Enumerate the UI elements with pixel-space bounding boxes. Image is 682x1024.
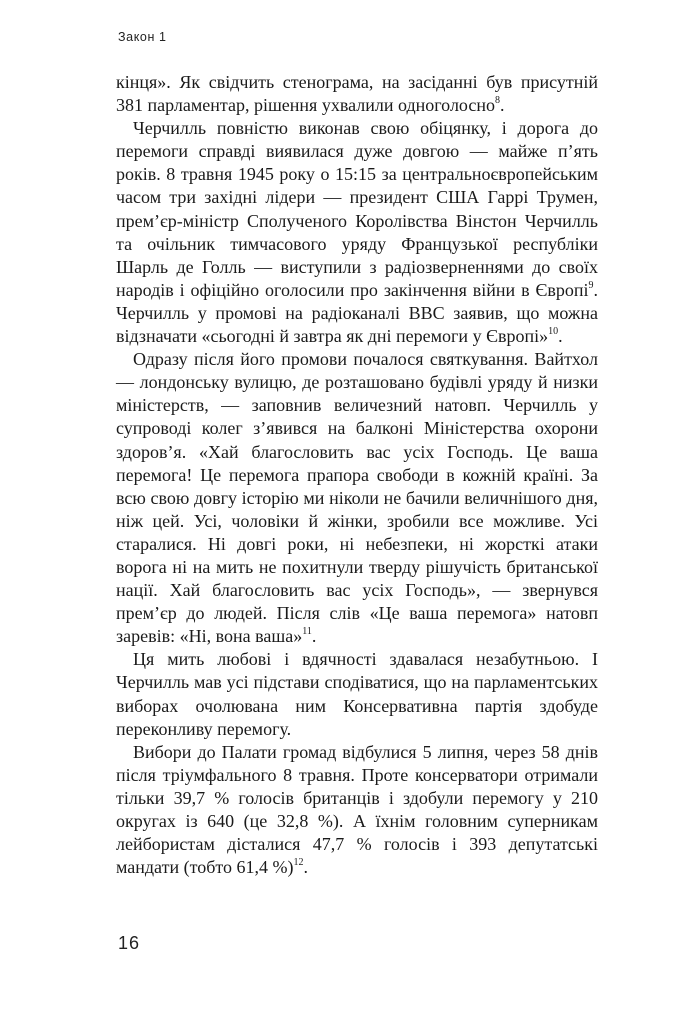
paragraph-1 xyxy=(116,71,598,117)
paragraph-3-end: . xyxy=(311,626,317,647)
body-text xyxy=(116,71,598,879)
footnote-ref-8: 8 xyxy=(495,95,501,107)
footnote-ref-10: 10 xyxy=(548,326,559,338)
paragraph-3-text: Одразу після його промови почалося святкування. Вайтхол — лондонську вулицю, де розташовано будівлі уряду й низки міністерств, — заповнив величезний натовп. Черчилль у супроводі колег з’явився на балконі Міністерства охорони здоров’я. «Хай благословить вас усіх Господь. Це ваша перемога! Це перемога прапора свободи в кожній країні. За всю свою довгу історію ми ніколи не бачили величнішого дня, ніж цей. Усі, чоловіки й жінки, зробили все можливе. Усі старалися. Ні довгі роки, ні небезпеки, ні жорсткі атаки ворога ні на мить не похитнули тверду рішучість британської нації. Хай благословить вас усіх Господь», — звернувся прем’єр до людей. Після слів «Це ваша перемога» натовп заревів: «Ні, вона ваша» xyxy=(116,349,598,647)
footnote-ref-12: 12 xyxy=(293,857,304,869)
paragraph-4-text: Ця мить любові і вдячності здавалася незабутньою. І Черчилль мав усі підстави сподіватися, що на парламентських виборах очолювана ним Консервативна партія здобуде переконливу перемогу. xyxy=(116,649,598,739)
paragraph-5 xyxy=(116,741,598,880)
paragraph-1-text: кінця». Як свідчить стенограма, на засіданні був присутній 381 парламентар, рішення ухвалили одноголосно xyxy=(116,72,598,116)
paragraph-1-end: . xyxy=(500,95,505,116)
running-head-title: Закон 1 xyxy=(118,30,167,44)
paragraph-2-text-b: . Черчилль у промові на радіоканалі BBC заявив, що можна відзначати «сьогодні й завтра як дні перемоги у Європі» xyxy=(116,279,598,347)
paragraph-2-end: . xyxy=(558,326,563,347)
paragraph-4 xyxy=(116,648,598,740)
paragraph-3 xyxy=(116,348,598,648)
paragraph-5-text: Вибори до Палати громад відбулися 5 липня, через 58 днів після тріумфального 8 травня. Проте консерватори отримали тільки 39,7 % голосів британців і здобули перемогу у 210 округах із 640 (це 32,8 %). А їхнім головним суперникам лейбористам дісталися 47,7 % голосів і 393 депутатські мандати (тобто 61,4 %) xyxy=(116,741,598,878)
paragraph-5-end: . xyxy=(303,857,308,878)
paragraph-2-text-a: Черчилль повністю виконав свою обіцянку, і дорога до перемоги справді виявилася дуже довгою — майже п’ять років. 8 травня 1945 року о 15:15 за центральноєвропейським часом три західні лідери — президент США Гаррі Трумен, прем’єр-міністр Сполученого Королівства Вінстон Черчилль та очільник тимчасового уряду Французької республіки Шарль де Голль — виступили з радіозверненнями до своїх народів і офіційно оголосили про закінчення війни в Європі xyxy=(116,118,598,300)
footnote-ref-11: 11 xyxy=(302,626,312,638)
page-number: 16 xyxy=(118,933,141,953)
paragraph-2 xyxy=(116,117,598,348)
footnote-ref-9: 9 xyxy=(588,279,594,291)
